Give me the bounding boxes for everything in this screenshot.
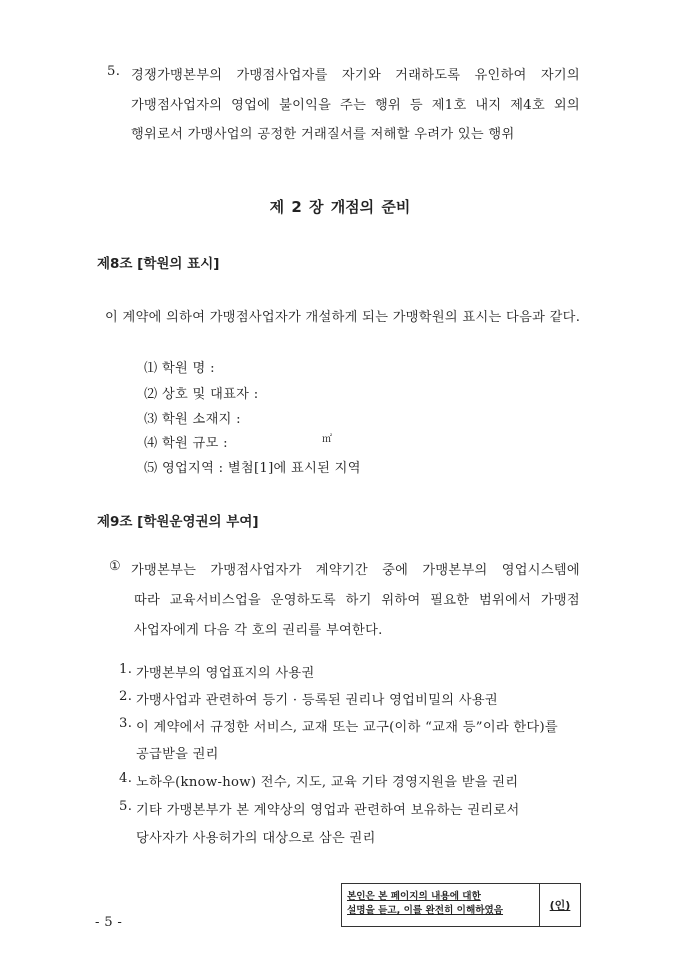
word: 등 xyxy=(409,98,423,113)
list-item-line xyxy=(131,64,580,83)
word: 자기와 xyxy=(341,68,381,83)
word: 외의 xyxy=(553,98,580,113)
list-item-line: 행위로서 가맹사업의 공정한 거래질서를 저해할 우려가 있는 행위 xyxy=(131,127,515,142)
list-item-number: 4. xyxy=(119,771,133,786)
list-item-number: 1. xyxy=(119,662,133,677)
confirmation-line: 본인은 본 페이지의 내용에 대한 xyxy=(347,891,481,902)
article-8-title: 제8조 [학원의 표시] xyxy=(97,256,220,272)
page-number: - 5 - xyxy=(95,915,123,930)
list-item: ⑷ 학원 규모 : xyxy=(144,436,228,451)
word: 영업에 xyxy=(231,98,271,113)
word: 하기 xyxy=(345,593,372,608)
word: 범위에서 xyxy=(479,593,532,608)
confirmation-text xyxy=(342,884,540,926)
list-item: 가맹본부의 영업표지의 사용권 xyxy=(136,666,315,681)
paragraph-number: ① xyxy=(109,559,122,574)
paragraph-line xyxy=(134,589,580,608)
word: 계약기간 xyxy=(315,563,368,578)
word: 영업시스템에 xyxy=(501,563,580,578)
word: 제4호 xyxy=(510,98,546,113)
area-unit: ㎡ xyxy=(322,434,332,445)
list-item-continuation: 당사자가 사용허가의 대상으로 삼은 권리 xyxy=(136,831,376,846)
word: 경쟁가맹본부의 xyxy=(131,68,223,83)
seal-mark: (인) xyxy=(549,899,571,912)
list-item: 기타 가맹본부가 본 계약상의 영업과 관련하여 보유하는 권리로서 xyxy=(136,803,520,818)
word: 가맹점 xyxy=(540,593,580,608)
list-item: 가맹사업과 관련하여 등기 · 등록된 권리나 영업비밀의 사용권 xyxy=(136,693,498,708)
article-8-intro: 이 계약에 의하여 가맹점사업자가 개설하게 되는 가맹학원의 표시는 다음과 같다. xyxy=(105,310,581,325)
list-item: ⑴ 학원 명 : xyxy=(144,361,215,376)
word: 주는 xyxy=(340,98,367,113)
list-item: 이 계약에서 규정한 서비스, 교재 또는 교구(이하 “교재 등”이라 한다)를 xyxy=(136,720,558,735)
word: 가맹본부의 xyxy=(422,563,488,578)
word: 따라 xyxy=(134,593,161,608)
chapter-title: 제 2 장 개점의 준비 xyxy=(269,198,411,216)
confirmation-box xyxy=(341,883,581,927)
article-9-title: 제9조 [학원운영권의 부여] xyxy=(97,514,259,530)
confirmation-line: 설명을 듣고, 이를 완전히 이해하였음 xyxy=(347,905,504,916)
word: 중에 xyxy=(382,563,409,578)
word: 교육서비스업을 xyxy=(169,593,262,608)
paragraph-line xyxy=(131,559,580,578)
list-item: ⑸ 영업지역 : 별첨[1]에 표시된 지역 xyxy=(144,461,361,476)
word: 행위 xyxy=(374,98,402,113)
word: 가맹점사업자를 xyxy=(236,68,328,83)
list-item: 노하우(know-how) 전수, 지도, 교육 기타 경영지원을 받을 권리 xyxy=(136,775,519,790)
word: 거래하도록 xyxy=(395,68,461,83)
word: 가맹본부는 xyxy=(131,563,197,578)
list-item-number: 2. xyxy=(119,689,133,704)
word: 자기의 xyxy=(540,68,580,83)
list-item: ⑵ 상호 및 대표자 : xyxy=(144,387,259,402)
word: 위하여 xyxy=(381,593,421,608)
paragraph-line: 사업자에게 다음 각 호의 권리를 부여한다. xyxy=(134,623,383,638)
list-item-number: 5. xyxy=(107,64,121,79)
word: 제1호 xyxy=(431,98,467,113)
list-item-number: 3. xyxy=(119,716,133,731)
word: 내지 xyxy=(475,98,502,113)
word: 가맹점사업자의 xyxy=(131,98,223,113)
word: 필요한 xyxy=(430,593,470,608)
list-item-number: 5. xyxy=(119,799,133,814)
word: 불이익을 xyxy=(279,98,332,113)
list-item-line xyxy=(131,94,580,113)
word: 운영하도록 xyxy=(270,593,336,608)
list-item-continuation: 공급받을 권리 xyxy=(136,747,219,762)
word: 가맹점사업자가 xyxy=(210,563,302,578)
word: 유인하여 xyxy=(474,68,527,83)
list-item: ⑶ 학원 소재지 : xyxy=(144,412,241,427)
